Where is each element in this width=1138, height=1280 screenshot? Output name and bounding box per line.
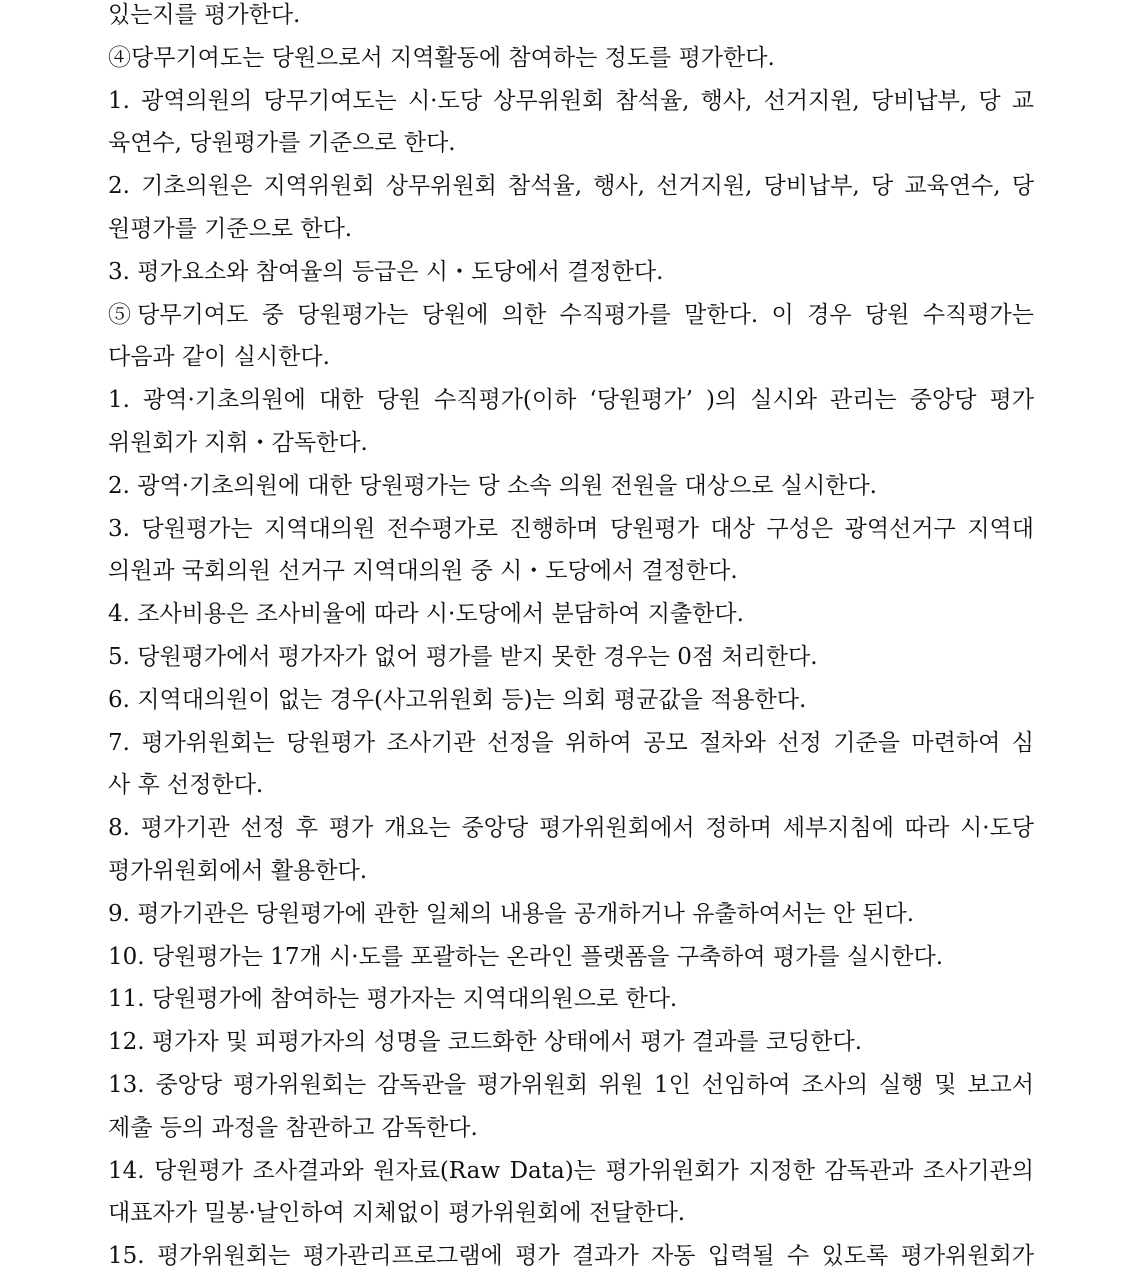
text-line: 9. 평가기관은 당원평가에 관한 일체의 내용을 공개하거나 유출하여서는 안 된다. (108, 900, 915, 927)
text-line: 사 후 선정한다. (108, 772, 264, 799)
text-line: 평가위원회에서 활용한다. (108, 857, 368, 884)
text-line: 12. 평가자 및 피평가자의 성명을 코드화한 상태에서 평가 결과를 코딩한다. (108, 1029, 863, 1056)
text-line: 제출 등의 과정을 참관하고 감독한다. (108, 1114, 478, 1141)
text-line: 위원회가 지휘・감독한다. (108, 429, 368, 456)
text-line: 4. 조사비용은 조사비율에 따라 시·도당에서 분담하여 지출한다. (108, 601, 744, 628)
text-line: 2. 광역·기초의원에 대한 당원평가는 당 소속 의원 전원을 대상으로 실시한다. (108, 472, 877, 499)
text-line: 다음과 같이 실시한다. (108, 344, 330, 371)
document-page (108, 0, 1034, 1278)
text-line: ⑤당무기여도 중 당원평가는 당원에 의한 수직평가를 말한다. 이 경우 당원 수직평가는 (108, 301, 1034, 328)
text-line: 10. 당원평가는 17개 시·도를 포괄하는 온라인 플랫폼을 구축하여 평가를 실시한다. (108, 943, 944, 970)
text-line: 1. 광역·기초의원에 대한 당원 수직평가(이하 ‘당원평가’ )의 실시와 관리는 중앙당 평가 (108, 387, 1034, 414)
text-line: ④당무기여도는 당원으로서 지역활동에 참여하는 정도를 평가한다. (108, 44, 775, 71)
text-line: 있는지를 평가한다. (108, 2, 301, 28)
text-line: 3. 당원평가는 지역대의원 전수평가로 진행하며 당원평가 대상 구성은 광역선거구 지역대 (108, 515, 1034, 542)
text-line: 14. 당원평가 조사결과와 원자료(Raw Data)는 평가위원회가 지정한 감독관과 조사기관의 (108, 1157, 1034, 1184)
text-line: 13. 중앙당 평가위원회는 감독관을 평가위원회 위원 1인 선임하여 조사의 실행 및 보고서 (108, 1071, 1034, 1098)
text-line: 7. 평가위원회는 당원평가 조사기관 선정을 위하여 공모 절차와 선정 기준을 마련하여 심 (108, 729, 1034, 756)
text-line: 15. 평가위원회는 평가관리프로그램에 평가 결과가 자동 입력될 수 있도록 평가위원회가 (108, 1243, 1034, 1270)
text-line: 의원과 국회의원 선거구 지역대의원 중 시・도당에서 결정한다. (108, 558, 738, 585)
text-line: 3. 평가요소와 참여율의 등급은 시・도당에서 결정한다. (108, 258, 664, 285)
text-line: 11. 당원평가에 참여하는 평가자는 지역대의원으로 한다. (108, 986, 678, 1013)
text-line: 대표자가 밀봉·날인하여 지체없이 평가위원회에 전달한다. (108, 1200, 686, 1227)
text-line: 6. 지역대의원이 없는 경우(사고위원회 등)는 의회 평균값을 적용한다. (108, 686, 807, 713)
text-line: 1. 광역의원의 당무기여도는 시·도당 상무위원회 참석율, 행사, 선거지원, 당비납부, 당 교 (108, 87, 1034, 114)
text-line: 8. 평가기관 선정 후 평가 개요는 중앙당 평가위원회에서 정하며 세부지침에 따라 시·도당 (108, 815, 1034, 842)
text-line: 원평가를 기준으로 한다. (108, 215, 353, 242)
text-line: 5. 당원평가에서 평가자가 없어 평가를 받지 못한 경우는 0점 처리한다. (108, 643, 818, 670)
text-line: 육연수, 당원평가를 기준으로 한다. (108, 130, 456, 157)
text-line: 2. 기초의원은 지역위원회 상무위원회 참석율, 행사, 선거지원, 당비납부, 당 교육연수, 당 (108, 173, 1034, 200)
